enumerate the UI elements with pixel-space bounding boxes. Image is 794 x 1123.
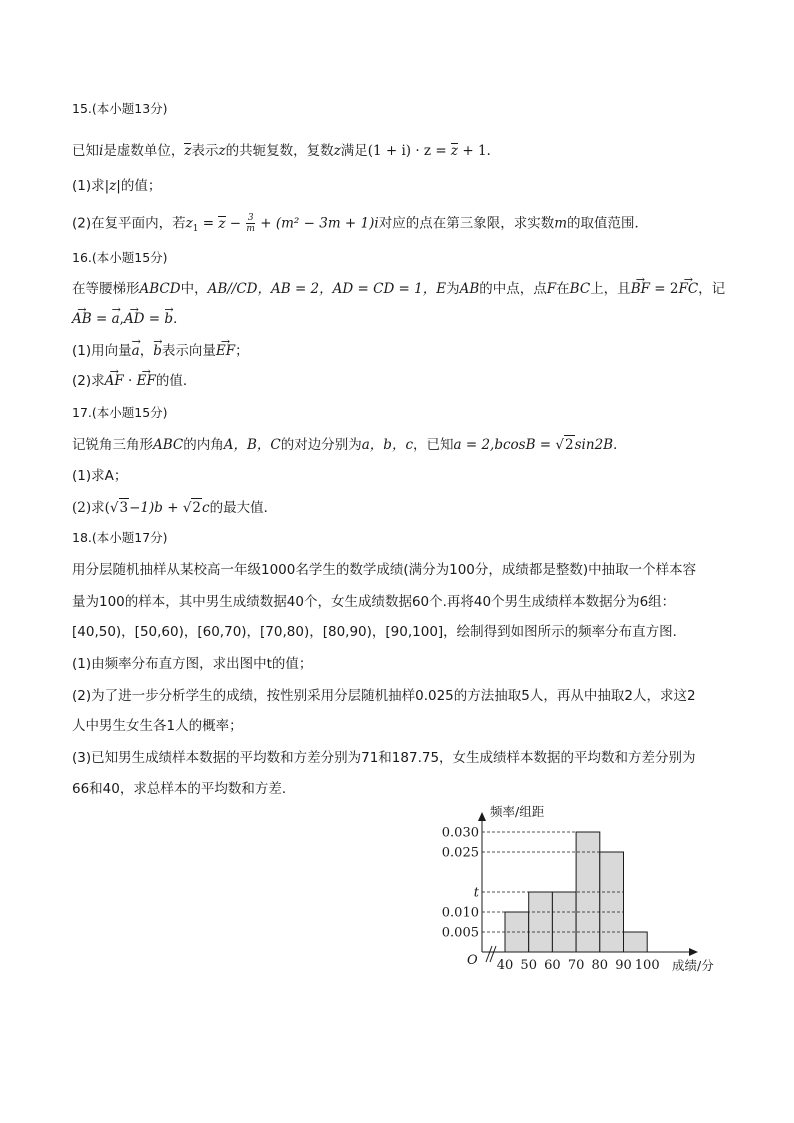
q18-part3-line1: (3)已知男生成绩样本数据的平均数和方差分别为71和187.75，女生成绩样本数据的平均数和方差分别为 [72,750,696,766]
q18-part2-line1: (2)为了进一步分析学生的成绩，按性别采用分层随机抽样0.025的方法抽取5人，再从中抽取2人，求这2 [72,688,696,704]
histogram-bar [552,892,576,952]
q16-stem-line2: → AB = → a,→ AD = → b． [72,310,187,328]
x-tick-label: 90 [615,958,632,973]
origin-label: O [467,953,478,968]
x-tick-label: 70 [567,958,585,973]
y-tick-label: 0.030 [441,825,479,841]
axis-break-mark [486,946,496,962]
x-tick-label: 40 [496,958,514,973]
q17-part1: (1)求A； [72,468,128,484]
q18-header: 18.(本小题17分) [72,530,168,545]
q16-part1: (1)用向量→ a，→ b表示向量→ EF； [72,342,249,360]
q18-part2-line2: 人中男生女生各1人的概率； [72,718,243,734]
q17-part2: (2)求(√3−1)b + √2c的最大值． [72,500,278,516]
histogram-bar [600,852,624,952]
q18-part1: (1)由频率分布直方图，求出图中t的值； [72,656,313,672]
y-axis-arrow [478,812,486,821]
x-tick-label: 60 [544,958,561,973]
q16-header: 16.(本小题15分) [72,250,168,265]
q16-stem-line1: 在等腰梯形ABCD中，AB//CD，AB = 2，AD = CD = 1，E为AB的中点，点F在BC上，且→ BF = 2→ FC，记 [72,280,725,298]
x-tick-label: 50 [520,958,537,973]
y-tick-label: t [473,885,479,901]
histogram-bar [529,892,553,952]
q15-stem: 已知i是虚数单位，z表示z的共轭复数，复数z满足(1 + i) · z = z + 1. [72,143,491,159]
q16-part2: (2)求→ AF · → EF的值． [72,372,196,390]
q17-stem: 记锐角三角形ABC的内角A，B，C的对边分别为a，b，c，已知a = 2,bcosB = √2sin2B． [72,437,627,453]
y-tick-label: 0.025 [441,845,479,861]
x-axis-arrow [689,948,698,956]
q18-stem-line1: 用分层随机抽样从某校高一年级1000名学生的数学成绩(满分为100分，成绩都是整数)中抽取一个样本容 [72,562,697,578]
histogram-bar [624,932,648,952]
y-tick-label: 0.010 [441,905,479,921]
y-axis-label: 频率/组距 [490,804,545,819]
q18-stem-line2: 量为100的样本，其中男生成绩数据40个，女生成绩数据60个.再将40个男生成绩样本数据分为6组： [72,594,676,610]
q18-part3-line2: 66和40，求总样本的平均数和方差． [72,781,296,797]
q18-stem-line3: [40,50)，[50,60)，[60,70)，[70,80)，[80,90)，[90,100]，绘制得到如图所示的频率分布直方图． [72,624,687,640]
x-axis-label: 成绩/分 [672,958,714,973]
x-tick-label: 80 [591,958,609,973]
y-tick-label: 0.005 [441,925,479,941]
q15-header: 15.(本小题13分) [72,101,168,116]
q15-part2: (2)在复平面内，若$z_1 = z$ − $\frac{3}{m}$ + (m² − 3m + 1)i对应的点在第三象限，求实数m的取值范围． [72,213,649,235]
x-tick-label: 100 [634,958,660,973]
q17-header: 17.(本小题15分) [72,405,168,420]
q15-part1: (1)求|z|的值； [72,178,162,194]
